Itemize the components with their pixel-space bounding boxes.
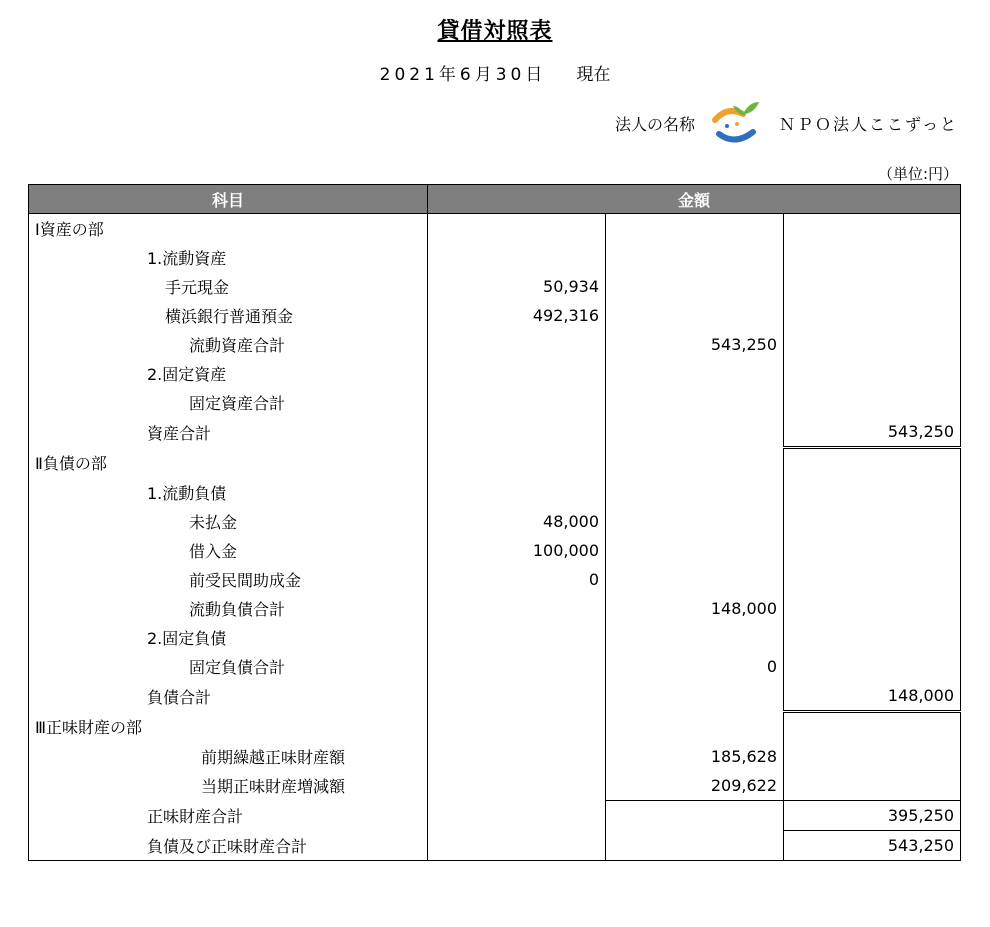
- amount-cell: [606, 507, 784, 536]
- table-row: [29, 831, 961, 861]
- amount-cell: 48,000: [428, 507, 606, 536]
- amount-cell: [606, 417, 784, 448]
- table-row: [29, 388, 961, 417]
- amount-cell: [784, 742, 961, 771]
- amount-cell: [606, 831, 784, 861]
- amount-cell: [428, 742, 606, 771]
- amount-cell: 543,250: [784, 417, 961, 448]
- amount-cell: [606, 801, 784, 831]
- row-label: 前受民間助成金: [29, 565, 428, 594]
- amount-cell: [784, 594, 961, 623]
- amount-cell: 185,628: [606, 742, 784, 771]
- amount-cell: [428, 417, 606, 448]
- table-row: [29, 712, 961, 743]
- org-label: 法人の名称: [614, 114, 695, 134]
- row-label: 1.流動資産: [29, 243, 428, 272]
- table-row: [29, 536, 961, 565]
- row-label: 当期正味財産増減額: [29, 771, 428, 801]
- header-subject: 科目: [29, 185, 428, 214]
- amount-cell: [606, 681, 784, 712]
- report-date: [0, 60, 990, 85]
- amount-cell: [606, 712, 784, 743]
- amount-cell: [784, 565, 961, 594]
- row-label: 負債及び正味財産合計: [29, 831, 428, 861]
- amount-cell: [428, 623, 606, 652]
- amount-cell: [428, 831, 606, 861]
- unit-note: （単位:円）: [877, 165, 958, 183]
- amount-cell: [784, 388, 961, 417]
- table-row: [29, 272, 961, 301]
- amount-cell: 0: [606, 652, 784, 681]
- amount-cell: [784, 478, 961, 507]
- amount-cell: [606, 536, 784, 565]
- amount-cell: [606, 301, 784, 330]
- amount-cell: [606, 448, 784, 479]
- amount-cell: [784, 243, 961, 272]
- amount-cell: [606, 623, 784, 652]
- table-row: [29, 507, 961, 536]
- amount-cell: [606, 272, 784, 301]
- amount-cell: 100,000: [428, 536, 606, 565]
- amount-cell: [784, 652, 961, 681]
- amount-cell: [428, 652, 606, 681]
- amount-cell: [784, 536, 961, 565]
- row-label: 固定負債合計: [29, 652, 428, 681]
- row-label: Ⅲ正味財産の部: [29, 712, 428, 743]
- table-row: [29, 681, 961, 712]
- table-row: [29, 652, 961, 681]
- table-row: [29, 801, 961, 831]
- amount-cell: 0: [428, 565, 606, 594]
- amount-cell: [606, 214, 784, 244]
- row-label: 前期繰越正味財産額: [29, 742, 428, 771]
- row-label: 負債合計: [29, 681, 428, 712]
- amount-cell: 148,000: [606, 594, 784, 623]
- row-label: 2.固定負債: [29, 623, 428, 652]
- table-row: [29, 214, 961, 244]
- amount-cell: [784, 272, 961, 301]
- amount-cell: [784, 359, 961, 388]
- table-row: [29, 417, 961, 448]
- table-row: [29, 301, 961, 330]
- amount-cell: [784, 214, 961, 244]
- amount-cell: [428, 214, 606, 244]
- table-header-row: [29, 185, 961, 214]
- row-label: 流動資産合計: [29, 330, 428, 359]
- row-label: 正味財産合計: [29, 801, 428, 831]
- amount-cell: 543,250: [606, 330, 784, 359]
- amount-cell: 492,316: [428, 301, 606, 330]
- amount-cell: [784, 330, 961, 359]
- amount-cell: [784, 623, 961, 652]
- row-label: Ⅱ負債の部: [29, 448, 428, 479]
- table-row: [29, 359, 961, 388]
- page-title: [0, 14, 990, 45]
- amount-cell: 543,250: [784, 831, 961, 861]
- amount-cell: [784, 771, 961, 801]
- amount-cell: 50,934: [428, 272, 606, 301]
- row-label: 2.固定資産: [29, 359, 428, 388]
- amount-cell: [428, 771, 606, 801]
- amount-cell: 209,622: [606, 771, 784, 801]
- row-label: 手元現金: [29, 272, 428, 301]
- amount-cell: [428, 243, 606, 272]
- row-label: 横浜銀行普通預金: [29, 301, 428, 330]
- amount-cell: [428, 388, 606, 417]
- header-amount: 金額: [428, 185, 961, 214]
- org-name: ＮＰＯ法人ここずっと: [778, 114, 958, 134]
- amount-cell: 395,250: [784, 801, 961, 831]
- table-row: [29, 478, 961, 507]
- table-row: [29, 330, 961, 359]
- amount-cell: [428, 359, 606, 388]
- amount-cell: [428, 478, 606, 507]
- amount-cell: [606, 388, 784, 417]
- report-date-suffix: 現在: [576, 65, 611, 85]
- row-label: 固定資産合計: [29, 388, 428, 417]
- table-row: [29, 243, 961, 272]
- table-row: [29, 448, 961, 479]
- amount-cell: [428, 330, 606, 359]
- table-row: [29, 565, 961, 594]
- amount-cell: [606, 243, 784, 272]
- row-label: 1.流動負債: [29, 478, 428, 507]
- table-row: [29, 623, 961, 652]
- amount-cell: [428, 594, 606, 623]
- report-date-value: 2021年6月30日: [379, 65, 547, 85]
- row-label: 未払金: [29, 507, 428, 536]
- amount-cell: [784, 507, 961, 536]
- table-row: [29, 594, 961, 623]
- sprout-logo-icon: [705, 98, 765, 148]
- amount-cell: [428, 712, 606, 743]
- organization-line: [615, 98, 958, 148]
- amount-cell: [784, 448, 961, 479]
- row-label: 借入金: [29, 536, 428, 565]
- amount-cell: [428, 801, 606, 831]
- row-label: 資産合計: [29, 417, 428, 448]
- amount-cell: [606, 359, 784, 388]
- row-label: 流動負債合計: [29, 594, 428, 623]
- table-row: [29, 771, 961, 801]
- balance-sheet-table: [28, 184, 961, 861]
- page-title-text: 貸借対照表: [437, 19, 553, 44]
- table-row: [29, 742, 961, 771]
- amount-cell: 148,000: [784, 681, 961, 712]
- amount-cell: [606, 565, 784, 594]
- amount-cell: [606, 478, 784, 507]
- amount-cell: [784, 712, 961, 743]
- row-label: Ⅰ資産の部: [29, 214, 428, 244]
- amount-cell: [428, 681, 606, 712]
- amount-cell: [784, 301, 961, 330]
- amount-cell: [428, 448, 606, 479]
